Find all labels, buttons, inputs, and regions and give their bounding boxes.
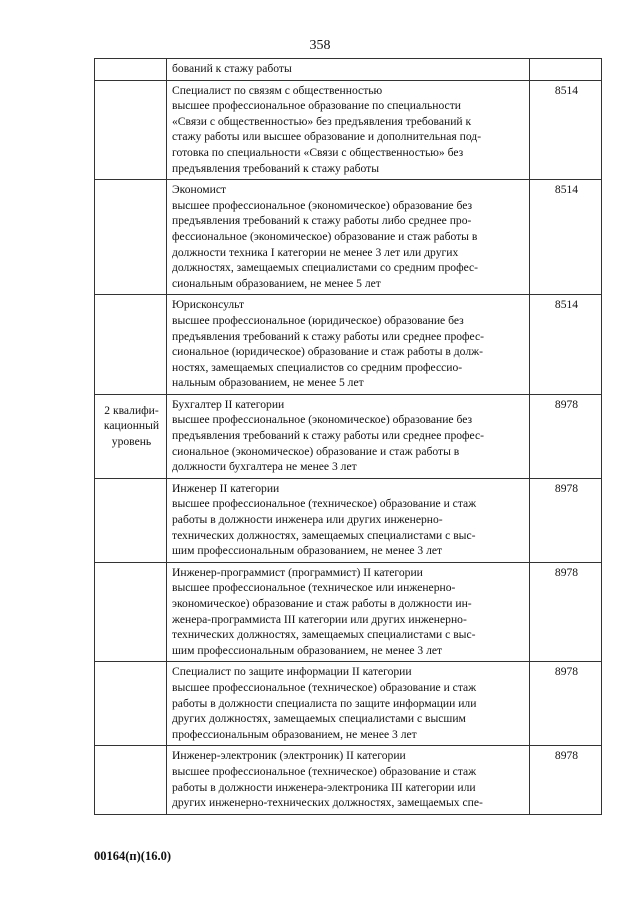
requirement-text-line: сиональное (юридическое) образование и стаж работы в долж- <box>172 345 483 359</box>
salary-amount-cell: 8514 <box>530 295 602 395</box>
requirement-text-line: предъявления требований к стажу работы <box>172 161 380 175</box>
requirement-text-line: должностях, замещаемых специалистами со средним профес- <box>172 261 479 275</box>
position-title: Инженер-электроник (электроник) II категории <box>172 749 406 763</box>
position-description-cell <box>167 180 530 295</box>
position-title: Специалист по защите информации II категории <box>172 665 412 679</box>
requirement-text-line: высшее профессиональное (техническое) образование и стаж <box>172 497 477 511</box>
requirement-text-line: других должностях, замещаемых специалистами с высшим <box>172 712 466 726</box>
requirement-text-line: высшее профессиональное (юридическое) образование без <box>172 313 464 327</box>
salary-amount-cell <box>530 59 602 81</box>
table-row <box>95 295 602 395</box>
position-description-cell <box>167 746 530 814</box>
table-row <box>95 478 602 562</box>
position-title: Бухгалтер II категории <box>172 397 285 411</box>
requirement-text-line: сиональным образованием, не менее 5 лет <box>172 276 381 290</box>
requirement-text-line: предъявления требований к стажу работы или среднее профес- <box>172 329 484 343</box>
position-title: Специалист по связям с общественностью <box>172 83 383 97</box>
requirement-text-line: других инженерно-технических должностях, замещаемых спе- <box>172 796 483 810</box>
salary-table <box>94 58 602 815</box>
requirement-text-line: технических должностях, замещаемых специалистами с выс- <box>172 628 476 642</box>
qualification-level-cell: 2 квалифи- кационный уровень <box>95 394 167 478</box>
position-description-cell <box>167 662 530 746</box>
requirement-text-line: сиональное (экономическое) образование и стаж работы в <box>172 444 460 458</box>
requirement-text-line: работы в должности инженера-электроника III категории или <box>172 780 476 794</box>
requirement-text-line: должности техника I категории не менее 3 лет или других <box>172 245 459 259</box>
requirement-text-line: работы в должности инженера или других инженерно- <box>172 513 443 527</box>
requirement-text-line: шим профессиональным образованием, не менее 3 лет <box>172 544 443 558</box>
position-description-cell <box>167 59 530 81</box>
table-row <box>95 662 602 746</box>
requirement-text-line: высшее профессиональное образование по специальности <box>172 99 461 113</box>
qualification-level-cell <box>95 59 167 81</box>
requirement-text-line: женера-программиста III категории или других инженерно- <box>172 612 467 626</box>
position-description-cell <box>167 394 530 478</box>
requirement-text-line: профессиональным образованием, не менее 3 лет <box>172 727 417 741</box>
page-number: 358 <box>309 38 331 53</box>
requirement-text-line: предъявления требований к стажу работы или среднее профес- <box>172 429 484 443</box>
document-code: 00164(п)(16.0) <box>94 849 171 863</box>
requirement-text-line: нальным образованием, не менее 5 лет <box>172 376 364 390</box>
salary-amount-cell: 8514 <box>530 80 602 180</box>
salary-amount-cell: 8978 <box>530 394 602 478</box>
requirement-text-line: экономическое) образование и стаж работы в должности ин- <box>172 597 472 610</box>
qualification-level-cell <box>95 746 167 814</box>
position-title: Юрисконсульт <box>172 298 245 312</box>
requirement-text-line: ностях, замещаемых специалистов со средним профессио- <box>172 360 463 374</box>
qualification-level-cell <box>95 295 167 395</box>
position-description-cell <box>167 80 530 180</box>
table-row <box>95 746 602 814</box>
requirement-text-line: бований к стажу работы <box>172 62 292 75</box>
table-row <box>95 59 602 81</box>
requirement-text-line: высшее профессиональное (экономическое) образование без <box>172 198 473 212</box>
position-description-cell <box>167 478 530 562</box>
requirement-text-line: работы в должности специалиста по защите информации или <box>172 696 477 710</box>
table-row <box>95 80 602 180</box>
requirement-text-line: высшее профессиональное (техническое) образование и стаж <box>172 680 477 694</box>
requirement-text-line: высшее профессиональное (техническое) образование и стаж <box>172 764 477 778</box>
position-title: Экономист <box>172 183 227 197</box>
qualification-level-cell <box>95 180 167 295</box>
salary-amount-cell: 8978 <box>530 562 602 662</box>
table-row <box>95 180 602 295</box>
qualification-level-cell <box>95 478 167 562</box>
qualification-level-cell <box>95 562 167 662</box>
requirement-text-line: предъявления требований к стажу работы либо среднее про- <box>172 214 472 228</box>
requirement-text-line: фессиональное (экономическое) образование и стаж работы в <box>172 229 478 243</box>
requirement-text-line: высшее профессиональное (техническое или инженерно- <box>172 581 456 595</box>
qualification-level-cell <box>95 662 167 746</box>
salary-amount-cell: 8978 <box>530 662 602 746</box>
salary-amount-cell: 8978 <box>530 478 602 562</box>
position-title: Инженер II категории <box>172 481 280 495</box>
salary-amount-cell: 8514 <box>530 180 602 295</box>
table-row <box>95 394 602 478</box>
position-description-cell <box>167 295 530 395</box>
requirement-text-line: шим профессиональным образованием, не менее 3 лет <box>172 643 443 657</box>
position-title: Инженер-программист (программист) II категории <box>172 565 423 579</box>
requirement-text-line: высшее профессиональное (экономическое) образование без <box>172 413 473 427</box>
requirement-text-line: готовка по специальности «Связи с общественностью» без <box>172 145 464 159</box>
qualification-level-cell <box>95 80 167 180</box>
requirement-text-line: «Связи с общественностью» без предъявления требований к <box>172 114 472 128</box>
salary-table-body <box>95 59 602 815</box>
position-description-cell <box>167 562 530 662</box>
salary-amount-cell: 8978 <box>530 746 602 814</box>
table-row <box>95 562 602 662</box>
requirement-text-line: должности бухгалтера не менее 3 лет <box>172 460 357 474</box>
requirement-text-line: технических должностях, замещаемых специалистами с выс- <box>172 528 476 542</box>
requirement-text-line: стажу работы или высшее образование и дополнительная под- <box>172 130 482 144</box>
